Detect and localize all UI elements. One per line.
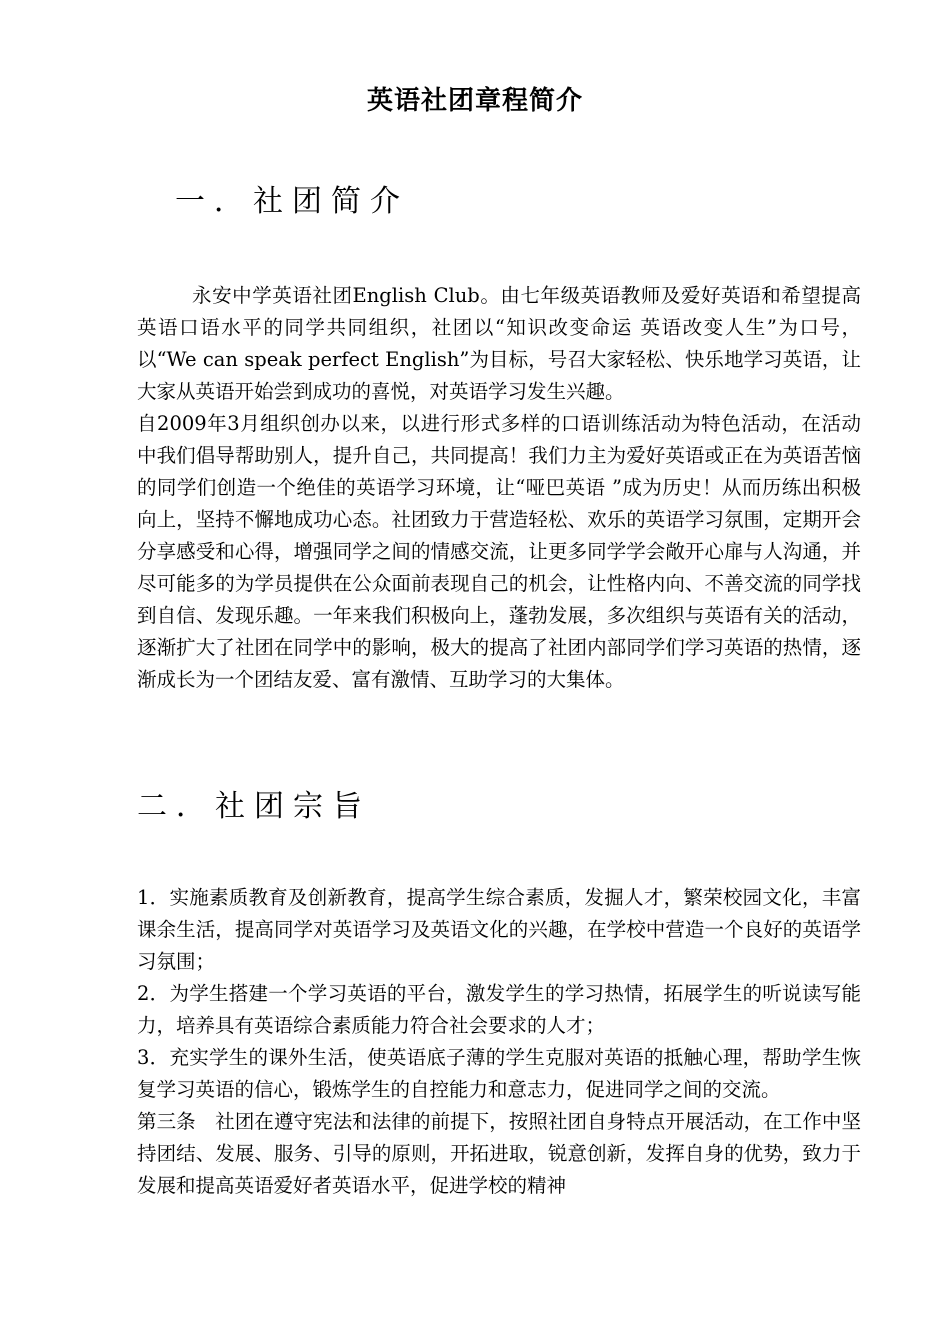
section-heading-club-purpose: 二．社团宗旨 bbox=[137, 789, 371, 824]
list-item: 2．为学生搭建一个学习英语的平台，激发学生的学习热情，拓展学生的听说读写能力，培养具有英语综合素质能力符合社会要求的人才； bbox=[137, 982, 861, 1037]
paragraph: 永安中学英语社团English Club。由七年级英语教师及爱好英语和希望提高英语口语水平的同学共同组织，社团以“知识改变命运 英语改变人生”为口号，以“We can speak perfect English”为目标，号召大家轻松、快乐地学习英语，让大家从英语开始尝到成功的喜悦，对英语学习发生兴趣。 bbox=[137, 284, 861, 403]
section-heading-club-intro: 一．社团简介 bbox=[175, 184, 409, 219]
paragraph: 自2009年3月组织创办以来，以进行形式多样的口语训练活动为特色活动，在活动中我们倡导帮助别人，提升自己，共同提高！我们力主为爱好英语或正在为英语苦恼的同学们创造一个绝佳的英语学习环境，让“哑巴英语 ”成为历史！从而历练出积极向上，坚持不懈地成功心态。社团致力于营造轻松、欢乐的英语学习氛围，定期开会分享感受和心得，增强同学之间的情感交流，让更多同学学会敞开心扉与人沟通，并尽可能多的为学员提供在公众面前表现自己的机会，让性格内向、不善交流的同学找到自信、发现乐趣。一年来我们积极向上，蓬勃发展，多次组织与英语有关的活动，逐渐扩大了社团在同学中的影响，极大的提高了社团内部同学们学习英语的热情，逐渐成长为一个团结友爱、富有激情、互助学习的大集体。 bbox=[137, 412, 861, 691]
section-club-intro-body bbox=[137, 280, 861, 696]
document-title: 英语社团章程简介 bbox=[366, 86, 583, 116]
paragraph: 第三条 社团在遵守宪法和法律的前提下，按照社团自身特点开展活动，在工作中坚持团结、发展、服务、引导的原则，开拓进取，锐意创新，发挥自身的优势，致力于发展和提高英语爱好者英语水平，促进学校的精神 bbox=[137, 1110, 861, 1197]
section-club-purpose-body bbox=[137, 882, 861, 1202]
list-item: 3．充实学生的课外生活，使英语底子薄的学生克服对英语的抵触心理，帮助学生恢复学习英语的信心，锻炼学生的自控能力和意志力，促进同学之间的交流。 bbox=[137, 1046, 861, 1101]
list-item: 1．实施素质教育及创新教育，提高学生综合素质，发掘人才，繁荣校园文化，丰富课余生活，提高同学对英语学习及英语文化的兴趣，在学校中营造一个良好的英语学习氛围； bbox=[137, 886, 861, 973]
